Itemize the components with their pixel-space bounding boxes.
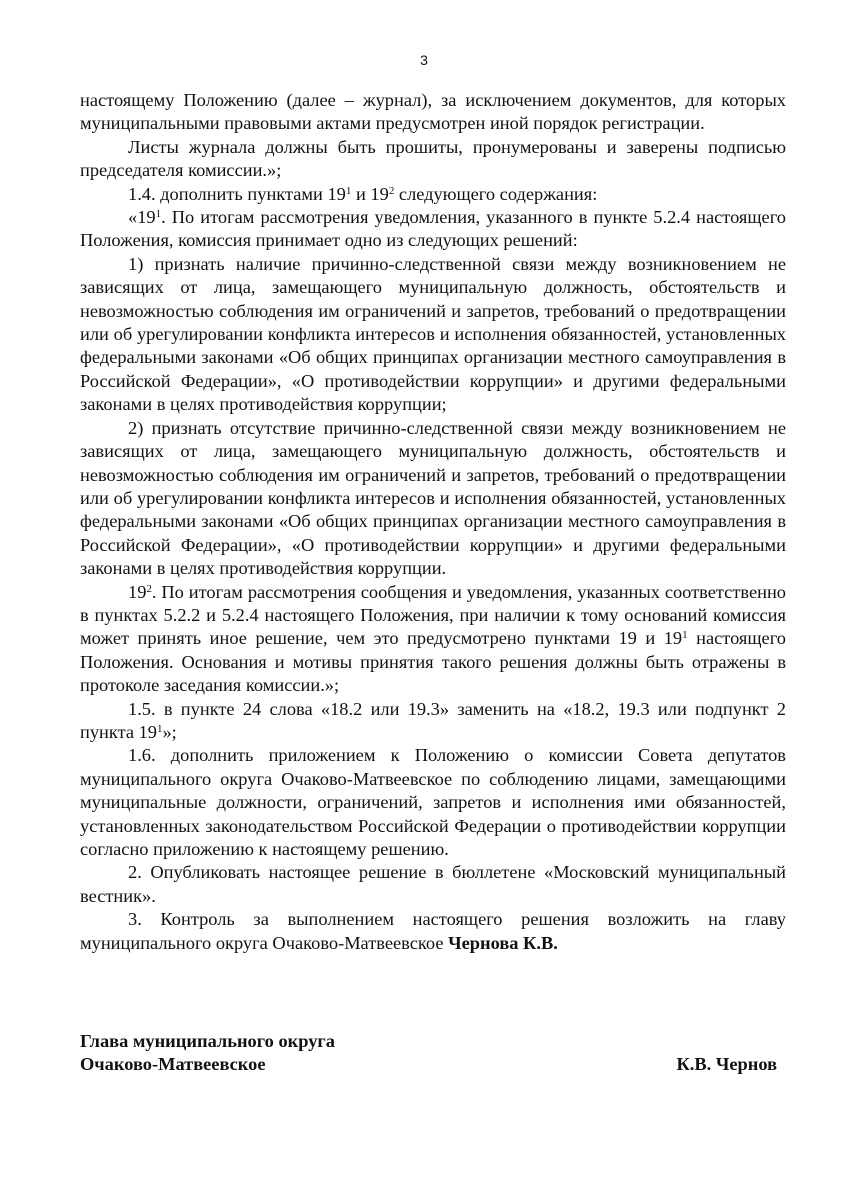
paragraph-text: 3. Контроль за выполнением настоящего решения возложить на главу муниципального округа Очаково-Матвеевское	[80, 909, 786, 953]
document-body	[80, 89, 786, 955]
signature-district: Очаково-Матвеевское	[80, 1054, 266, 1074]
paragraph: $19^2$. По итогам рассмотрения сообщения и уведомления, указанных соответственно в пунктах 5.2.2 и 5.2.4 настоящего Положения, при наличии к тому оснований комиссия может принять иное решение, чем это предусмотрено пунктами 19 и $19^1$ настоящего Положения. Основания и мотивы принятия такого решения должны быть отражены в протоколе заседания комиссии.»;	[80, 581, 786, 696]
paragraph: 1.6. дополнить приложением к Положению о комиссии Совета депутатов муниципального округа Очаково-Матвеевское по соблюдению лицами, замещающими муниципальные должности, ограничений, запретов и исполнения ими обязанностей, установленных законодательством Российской Федерации о противодействии коррупции согласно приложению к настоящему решению.	[80, 745, 786, 859]
superscript: 1	[155, 208, 162, 221]
paragraph: настоящему Положению (далее – журнал), за исключением документов, для которых муниципальными правовыми актами предусмотрен иной порядок регистрации.	[80, 90, 786, 134]
signature-name: К.В. Чернов	[676, 1054, 777, 1074]
paragraph: 2. Опубликовать настоящее решение в бюллетене «Московский муниципальный вестник».	[80, 862, 786, 906]
paragraph: «$19^1$. По итогам рассмотрения уведомления, указанного в пункте 5.2.4 настоящего Положения, комиссия принимает одно из следующих решений:	[80, 207, 786, 251]
paragraph	[80, 908, 786, 955]
paragraph: 2) признать отсутствие причинно-следственной связи между возникновением не зависящих от лица, замещающего муниципальную должность, обстоятельств и невозможностью соблюдения им ограничений и запретов, требований о предотвращении или об урегулировании конфликта интересов и исполнения обязанностей, установленных федеральными законами «Об общих принципах организации местного самоуправления в Российской Федерации», «О противодействии коррупции» и другими федеральными законами в целях противодействия коррупции.	[80, 417, 786, 579]
paragraph: Листы журнала должны быть прошиты, пронумерованы и заверены подписью председателя комиссии.»;	[80, 136, 786, 181]
superscript: 2	[146, 582, 152, 595]
paragraph: 1.4. дополнить пунктами $19^1$ и $19^2$ следующего содержания:	[128, 183, 598, 204]
signature-row	[80, 1054, 777, 1075]
paragraph: 1.5. в пункте 24 слова «18.2 или 19.3» заменить на «18.2, 19.3 или подпункт 2 пункта $19^1$»;	[80, 698, 786, 742]
superscript: 1	[156, 722, 163, 735]
paragraph: 1) признать наличие причинно-следственной связи между возникновением не зависящих от лица, замещающего муниципальную должность, обстоятельств и невозможностью соблюдения им ограничений и запретов, требований о предотвращении или об урегулировании конфликта интересов и исполнения обязанностей, установленных федеральными законами «Об общих принципах организации местного самоуправления в Российской Федерации», «О противодействии коррупции» и другими федеральными законами в целях противодействия коррупции;	[80, 253, 786, 415]
page-number: 3	[420, 52, 428, 68]
signature-title: Глава муниципального округа	[80, 1031, 335, 1051]
bold-name: Чернова К.В.	[448, 932, 558, 953]
superscript: 1	[345, 184, 352, 197]
superscript: 2	[388, 184, 395, 197]
superscript: 1	[682, 629, 688, 642]
